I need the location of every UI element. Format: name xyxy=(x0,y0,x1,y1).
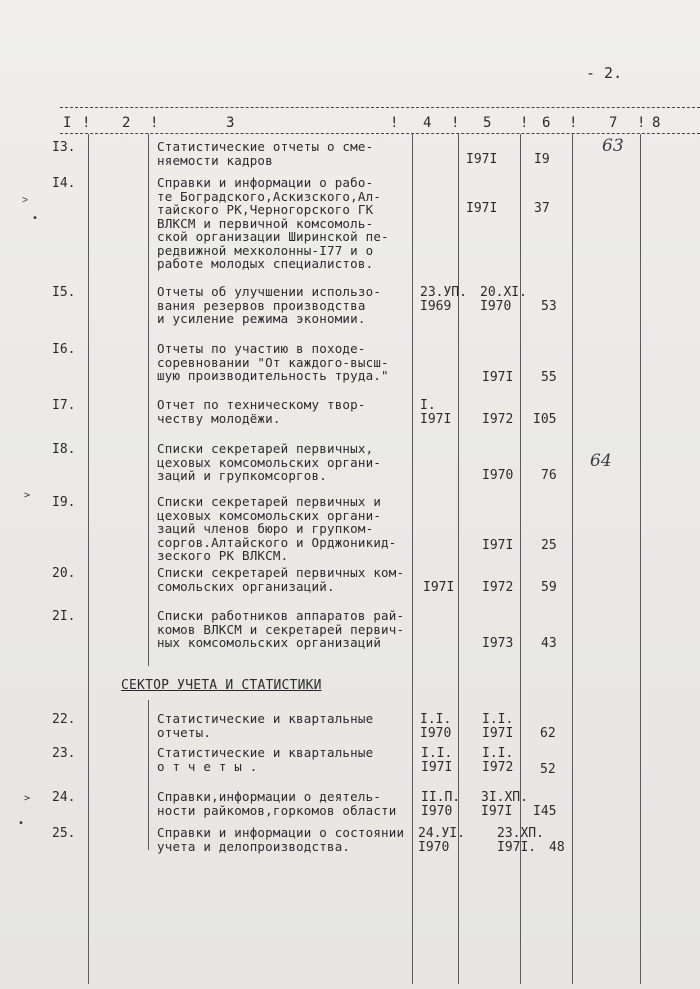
row-number: 22. xyxy=(52,712,76,727)
row-description-line: Статистические и квартальные xyxy=(157,711,374,726)
header-rule-bottom xyxy=(60,133,700,134)
row-description-line: заций членов бюро и групком- xyxy=(157,521,374,536)
header-sep: ! xyxy=(637,115,646,131)
row-description-line: Списки секретарей первичных и xyxy=(157,494,382,509)
end-date: I972 xyxy=(482,412,514,427)
header-col-6: 6 xyxy=(542,115,551,131)
row-description-line: Списки секретарей первичных ком- xyxy=(157,565,405,580)
start-date: I97I xyxy=(421,760,453,775)
row-number: I7. xyxy=(52,398,76,413)
row-description-line: комов ВЛКСМ и секретарей первич- xyxy=(157,621,405,637)
row-description-line: зеского РК ВЛКСМ. xyxy=(157,548,289,563)
row-description-line: Отчет по техническому твор- xyxy=(157,397,366,412)
sheet-count: 43 xyxy=(541,636,557,651)
row-description-line: шую производительность труда." xyxy=(157,368,389,383)
sheet-count: I05 xyxy=(533,412,557,427)
column-rule xyxy=(412,134,413,984)
column-rule xyxy=(520,134,521,984)
margin-mark: > xyxy=(24,490,31,501)
sheet-count: 76 xyxy=(541,468,557,483)
column-rule xyxy=(640,134,641,984)
page-number: - 2. xyxy=(586,64,623,82)
end-date: I970 xyxy=(482,468,514,483)
row-description-line: Справки и информации о рабо- xyxy=(157,175,374,190)
margin-mark: • xyxy=(18,818,25,829)
sheet-count: I45 xyxy=(533,804,557,819)
handwritten-note: 64 xyxy=(590,451,612,471)
row-description-line: Списки работников аппаратов рай- xyxy=(157,608,405,623)
end-date: I.I. xyxy=(482,712,514,727)
header-sep: ! xyxy=(451,115,460,131)
column-rule xyxy=(458,134,459,984)
row-number: I8. xyxy=(52,442,76,457)
row-description-line: няемости кадров xyxy=(157,152,273,168)
end-date: I97I xyxy=(481,804,513,819)
section-title: СЕКТОР УЧЕТА И СТАТИСТИКИ xyxy=(121,678,322,693)
start-date: I. xyxy=(420,398,436,413)
sheet-count: 52 xyxy=(540,762,556,777)
end-date: 3I.XП. xyxy=(481,790,528,805)
row-description-line: Справки и информации о состоянии xyxy=(157,825,405,840)
end-date: 23.XП. xyxy=(497,826,544,841)
end-date: I97I xyxy=(466,152,498,167)
end-date: I973 xyxy=(482,636,514,651)
start-date: I970 xyxy=(421,804,453,819)
start-date: I970 xyxy=(418,840,450,855)
start-date: I97I xyxy=(423,580,455,595)
row-description-line: сомольских организаций. xyxy=(157,578,335,594)
end-date: 20.XI. xyxy=(480,285,527,300)
row-number: 23. xyxy=(52,746,76,761)
row-description-line: вания резервов производства xyxy=(157,297,366,313)
sheet-count: 25 xyxy=(541,538,557,553)
row-number: I9. xyxy=(52,495,76,510)
row-description-line: ности райкомов,горкомов области xyxy=(157,802,397,818)
row-number: 2I. xyxy=(52,609,76,624)
sheet-count: 53 xyxy=(541,299,557,314)
handwritten-note: 63 xyxy=(602,136,624,156)
row-description-line: ных комсомольских организаций xyxy=(157,635,382,650)
start-date: II.П. xyxy=(421,790,461,805)
row-number: I6. xyxy=(52,342,76,357)
margin-mark: > xyxy=(24,793,31,804)
start-date: I970 xyxy=(420,726,452,741)
end-date: I97I xyxy=(466,201,498,216)
row-number: I4. xyxy=(52,176,76,191)
end-date: I97I xyxy=(482,370,514,385)
row-description-line: Справки,информации о деятель- xyxy=(157,789,382,804)
row-description-line: ской организации Ширинской пе- xyxy=(157,229,389,244)
end-date: I972 xyxy=(482,580,514,595)
row-number: 25. xyxy=(52,826,76,841)
start-date: I.I. xyxy=(420,712,452,727)
header-sep: ! xyxy=(390,115,399,131)
sheet-count: 48 xyxy=(549,840,565,855)
row-description-line: о т ч е т ы . xyxy=(157,758,258,774)
sheet-count: 59 xyxy=(541,580,557,595)
row-description-line: учета и делопроизводства. xyxy=(157,838,351,854)
header-sep: ! xyxy=(82,115,91,131)
row-description-line: Списки секретарей первичных, xyxy=(157,441,374,456)
row-description-line: соревновании "От каждого-высш- xyxy=(157,354,389,370)
row-description-line: редвижной мехколонны-I77 и о xyxy=(157,242,374,258)
column-rule xyxy=(572,134,573,984)
start-date: I.I. xyxy=(421,746,453,761)
sheet-count: 55 xyxy=(541,370,557,385)
row-description-line: Отчеты по участию в походе- xyxy=(157,341,366,356)
row-description-line: заций и групкомсоргов. xyxy=(157,468,327,483)
row-number: 24. xyxy=(52,790,76,805)
header-col-7: 7 xyxy=(609,115,618,131)
end-date: I97I xyxy=(482,538,514,553)
header-col-1: I xyxy=(63,115,72,131)
header-col-4: 4 xyxy=(423,115,432,131)
sheet-count: I9 xyxy=(534,152,550,167)
row-description-line: Статистические отчеты о сме- xyxy=(157,139,374,154)
row-description-line: ВЛКСМ и первичной комсомоль- xyxy=(157,215,374,231)
row-number: 20. xyxy=(52,566,76,581)
start-date: I969 xyxy=(420,299,452,314)
row-description-line: работе молодых специалистов. xyxy=(157,256,374,271)
header-rule-top xyxy=(60,107,700,108)
header-col-3: 3 xyxy=(226,115,235,131)
row-description-line: отчеты. xyxy=(157,724,212,740)
sheet-count: 37 xyxy=(534,201,550,216)
start-date: 24.УI. xyxy=(418,826,465,841)
margin-mark: • xyxy=(32,213,39,224)
header-col-2: 2 xyxy=(122,115,131,131)
row-description-line: цеховых комсомольских органи- xyxy=(157,507,382,523)
end-date: I97I. xyxy=(497,840,537,855)
header-col-8: 8 xyxy=(652,115,661,131)
row-description-line: те Боградского,Аскизского,Ал- xyxy=(157,188,382,204)
row-description-line: и усиление режима экономии. xyxy=(157,311,366,326)
end-date: I.I. xyxy=(482,746,514,761)
row-description-line: тайского РК,Черногорского ГК xyxy=(157,202,374,217)
end-date: I972 xyxy=(482,760,514,775)
header-sep: ! xyxy=(569,115,578,131)
header-sep: ! xyxy=(150,115,159,131)
end-date: I970 xyxy=(480,299,512,314)
column-rule xyxy=(148,700,149,850)
sheet-count: 62 xyxy=(540,726,556,741)
end-date: I97I xyxy=(482,726,514,741)
column-rule xyxy=(88,134,89,984)
row-description-line: Статистические и квартальные xyxy=(157,745,374,760)
row-number: I5. xyxy=(52,285,76,300)
start-date: 23.УП. xyxy=(420,285,467,300)
header-col-5: 5 xyxy=(483,115,492,131)
start-date: I97I xyxy=(420,412,452,427)
row-description-line: соргов.Алтайского и Орджоникид- xyxy=(157,534,397,550)
margin-mark: ˃ xyxy=(22,195,29,206)
row-number: I3. xyxy=(52,140,76,155)
row-description-line: честву молодёжи. xyxy=(157,410,281,426)
row-description-line: цеховых комсомольских органи- xyxy=(157,454,382,470)
row-description-line: Отчеты об улучшении использо- xyxy=(157,284,382,299)
column-rule xyxy=(148,134,149,666)
header-sep: ! xyxy=(520,115,529,131)
